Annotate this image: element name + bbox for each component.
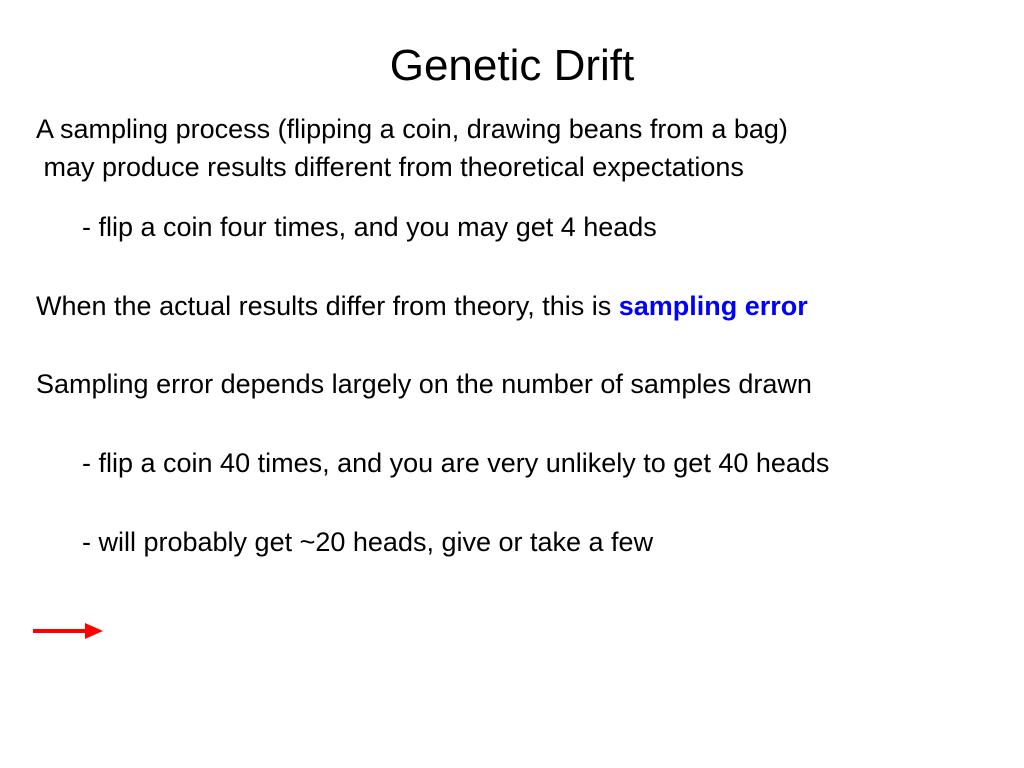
- bullet-forty-flips: - flip a coin 40 times, and you are very unlikely to get 40 heads: [82, 448, 830, 478]
- bullet-four-flips: - flip a coin four times, and you may get 4 heads: [82, 212, 657, 242]
- bullet-twenty-heads: - will probably get ~20 heads, give or take a few: [82, 527, 654, 557]
- right-arrow-icon: [33, 621, 105, 641]
- paragraph-line-1: A sampling process (flipping a coin, drawing beans from a bag): [36, 114, 788, 144]
- paragraph-line-2: may produce results different from theoretical expectations: [36, 152, 744, 182]
- sampling-error-term: sampling error: [618, 291, 808, 321]
- definition-prefix: When the actual results differ from theory, this is: [36, 291, 619, 321]
- sampling-error-definition: [36, 289, 808, 323]
- slide-title: Genetic Drift: [389, 41, 635, 90]
- sample-size-statement: Sampling error depends largely on the number of samples drawn: [36, 369, 812, 399]
